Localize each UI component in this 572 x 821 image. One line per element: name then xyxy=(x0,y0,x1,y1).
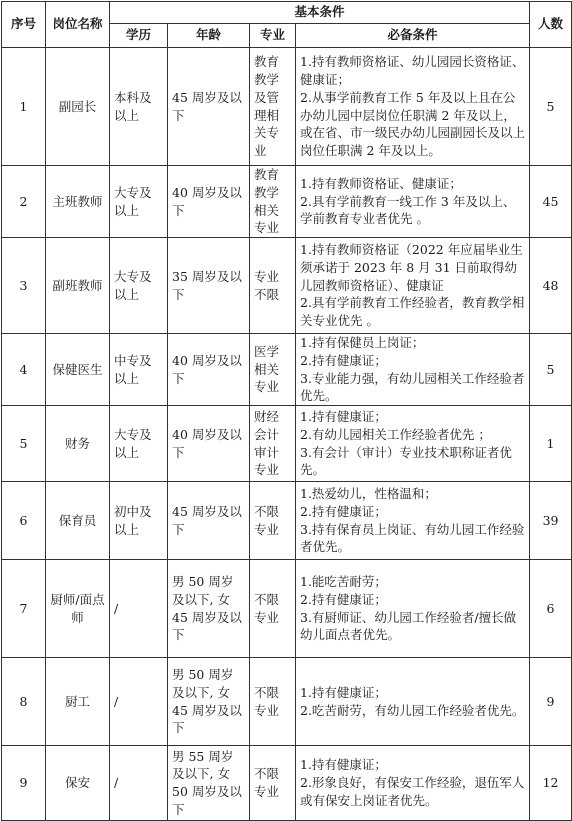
requirement-line: 2.持有健康证； xyxy=(300,503,387,519)
cell-position: 财务 xyxy=(46,406,110,482)
cell-position: 主班教师 xyxy=(46,166,110,238)
cell-education: 大专及以上 xyxy=(110,166,168,238)
header-major: 专业 xyxy=(250,24,296,48)
requirement-line: 1.持有健康证； xyxy=(300,409,387,424)
cell-education: 本科及以上 xyxy=(110,48,168,166)
cell-count: 5 xyxy=(530,48,572,166)
table-row xyxy=(2,658,572,746)
requirement-line: 2.吃苦耐劳，有幼儿园工作经验者优先。 xyxy=(300,702,525,718)
cell-requirements xyxy=(296,238,530,334)
table-row xyxy=(2,560,572,658)
cell-major: 财经会计审计专业 xyxy=(250,406,296,482)
table-row xyxy=(2,166,572,238)
cell-age: 35 周岁及以下 xyxy=(168,238,250,334)
cell-major: 不限专业 xyxy=(250,746,296,821)
cell-major: 教育教学及管理相关专业 xyxy=(250,48,296,166)
cell-count: 12 xyxy=(530,746,572,821)
cell-age: 45 周岁及以下 xyxy=(168,48,250,166)
cell-position: 厨工 xyxy=(46,658,110,746)
cell-count: 45 xyxy=(530,166,572,238)
table-row xyxy=(2,334,572,406)
cell-position: 保安 xyxy=(46,746,110,821)
cell-index: 1 xyxy=(2,48,46,166)
requirement-line: 1.能吃苦耐劳； xyxy=(300,574,387,589)
cell-education: / xyxy=(110,658,168,746)
cell-major: 不限专业 xyxy=(250,482,296,560)
cell-age: 40 周岁及以下 xyxy=(168,166,250,238)
cell-major: 不限专业 xyxy=(250,560,296,658)
cell-index: 8 xyxy=(2,658,46,746)
requirement-line: 1.持有健康证； xyxy=(300,757,387,773)
header-count: 人数 xyxy=(530,2,572,48)
table-row xyxy=(2,238,572,334)
requirement-line: 3.有厨师证、幼儿园工作经验者/擅长做幼儿面点者优先。 xyxy=(300,609,517,643)
cell-index: 9 xyxy=(2,746,46,821)
cell-age: 男 50 周岁及以下, 女 45 周岁及以下 xyxy=(168,560,250,658)
table-row xyxy=(2,482,572,560)
header-basic-conditions: 基本条件 xyxy=(110,2,530,24)
cell-major: 专业不限 xyxy=(250,238,296,334)
cell-age: 45 周岁及以下 xyxy=(168,482,250,560)
requirement-line: 3.持有保育员上岗证、有幼儿园工作经验者优先。 xyxy=(300,521,525,555)
table-row xyxy=(2,48,572,166)
header-education: 学历 xyxy=(110,24,168,48)
header-position: 岗位名称 xyxy=(46,2,110,48)
cell-position: 保育员 xyxy=(46,482,110,560)
cell-position: 保健医生 xyxy=(46,334,110,406)
cell-age: 40 周岁及以下 xyxy=(168,334,250,406)
table-row xyxy=(2,406,572,482)
cell-index: 4 xyxy=(2,334,46,406)
cell-education: 初中及以上 xyxy=(110,482,168,560)
cell-index: 2 xyxy=(2,166,46,238)
requirement-line: 2.持有健康证； xyxy=(300,352,387,368)
cell-requirements xyxy=(296,334,530,406)
cell-index: 3 xyxy=(2,238,46,334)
requirement-line: 2.具有学前教育工作经验者，教育教学相关专业优先 。 xyxy=(300,295,525,329)
cell-education: / xyxy=(110,560,168,658)
cell-age: 40 周岁及以下 xyxy=(168,406,250,482)
header-requirements: 必备条件 xyxy=(296,24,530,48)
cell-age: 男 50 周岁及以下, 女 45 周岁及以下 xyxy=(168,658,250,746)
cell-count: 9 xyxy=(530,658,572,746)
requirement-line: 3.有会计（审计）专业技术职称证者优先。 xyxy=(300,444,512,478)
requirement-line: 2.具有学前教育一线工作 3 年及以上、学前教育专业者优先 。 xyxy=(300,193,516,227)
cell-position: 副园长 xyxy=(46,48,110,166)
requirement-line: 1.持有保健员上岗证； xyxy=(300,335,425,350)
cell-education: / xyxy=(110,746,168,821)
cell-count: 6 xyxy=(530,560,572,658)
cell-count: 1 xyxy=(530,406,572,482)
requirement-line: 1.持有健康证； xyxy=(300,684,387,700)
cell-education: 中专及以上 xyxy=(110,334,168,406)
cell-requirements xyxy=(296,746,530,821)
cell-requirements xyxy=(296,482,530,560)
cell-requirements xyxy=(296,406,530,482)
cell-requirements xyxy=(296,658,530,746)
cell-count: 39 xyxy=(530,482,572,560)
cell-requirements xyxy=(296,166,530,238)
header-index: 序号 xyxy=(2,2,46,48)
requirement-line: 2.持有健康证； xyxy=(300,591,387,607)
requirement-line: 2.从事学前教育工作 5 年及以上且在公办幼儿园中层岗位任职满 2 年及以上，或在省、市一级民办幼儿园副园长及以上岗位任职满 2 年及以上。 xyxy=(300,89,526,158)
cell-major: 不限专业 xyxy=(250,658,296,746)
table-row xyxy=(2,746,572,821)
table-body xyxy=(2,48,572,821)
requirement-line: 1.热爱幼儿，性格温和； xyxy=(300,486,437,501)
cell-requirements xyxy=(296,560,530,658)
requirement-line: 2.形象良好，有保安工作经验，退伍军人或有保安上岗证者优先。 xyxy=(300,775,525,808)
cell-major: 医学相关专业 xyxy=(250,334,296,406)
cell-index: 6 xyxy=(2,482,46,560)
cell-education: 大专及以上 xyxy=(110,406,168,482)
requirement-line: 1.持有教师资格证、幼儿园园长资格证、健康证； xyxy=(300,54,525,87)
cell-age: 男 55 周岁及以下, 女 50 周岁及以下 xyxy=(168,746,250,821)
cell-major: 教育教学相关专业 xyxy=(250,166,296,238)
requirement-line: 3.专业能力强，有幼儿园相关工作经验者优先。 xyxy=(300,370,525,404)
cell-index: 7 xyxy=(2,560,46,658)
requirement-line: 1.持有教师资格证（2022 年应届毕业生须承诺于 2023 年 8 月 31 日前取得幼儿园教师资格证）、健康证 xyxy=(300,242,523,293)
recruitment-table xyxy=(1,1,572,821)
cell-position: 厨师/面点师 xyxy=(46,560,110,658)
cell-index: 5 xyxy=(2,406,46,482)
cell-count: 5 xyxy=(530,334,572,406)
requirement-line: 2.有幼儿园相关工作经验者优先 ； xyxy=(300,426,491,442)
cell-education: 大专及以上 xyxy=(110,238,168,334)
header-age: 年龄 xyxy=(168,24,250,48)
cell-position: 副班教师 xyxy=(46,238,110,334)
cell-count: 48 xyxy=(530,238,572,334)
cell-requirements xyxy=(296,48,530,166)
requirement-line: 1.持有教师资格证、健康证； xyxy=(300,175,462,191)
